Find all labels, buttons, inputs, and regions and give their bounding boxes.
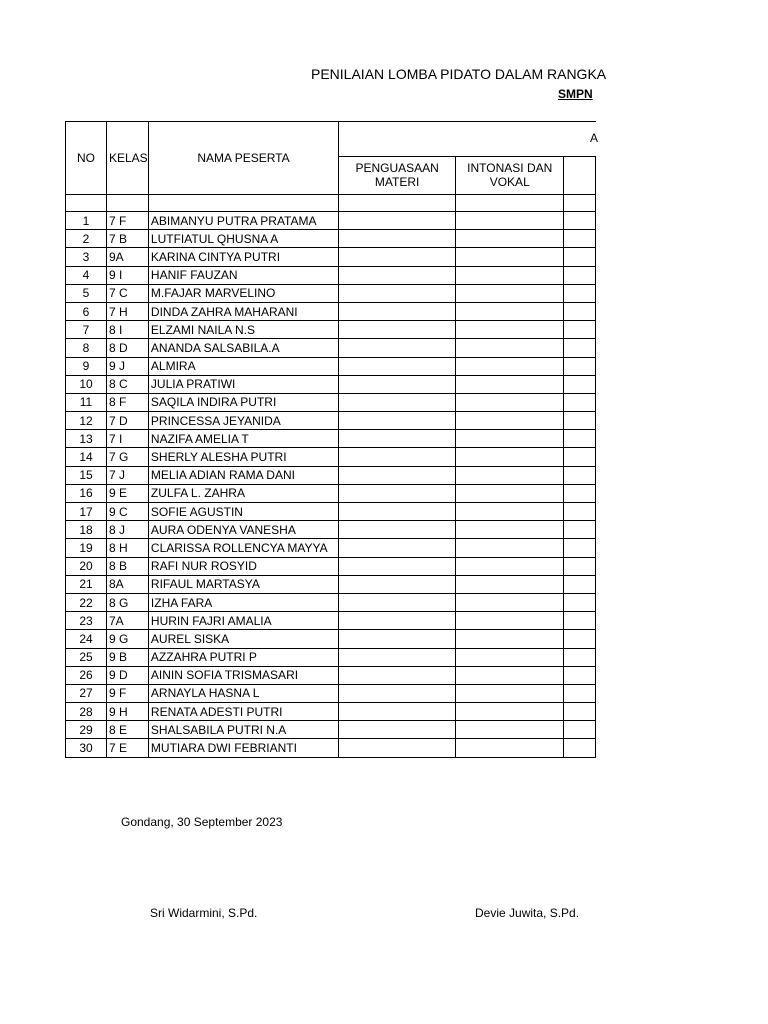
row-kelas: 9 F [107, 684, 149, 702]
row-nama: SHERLY ALESHA PUTRI [148, 448, 338, 466]
score-cell [339, 375, 456, 393]
score-cell [339, 230, 456, 248]
score-cell [456, 612, 564, 630]
row-kelas: 7 B [107, 230, 149, 248]
row-nama: KARINA CINTYA PUTRI [148, 248, 338, 266]
row-kelas: 8 F [107, 393, 149, 411]
score-cell [564, 284, 596, 302]
row-kelas: 7 F [107, 212, 149, 230]
header-no: NO [66, 122, 107, 195]
row-kelas: 9 H [107, 703, 149, 721]
row-nama: PRINCESSA JEYANIDA [148, 412, 338, 430]
row-nama: SOFIE AGUSTIN [148, 503, 338, 521]
score-cell [339, 703, 456, 721]
score-cell [456, 284, 564, 302]
row-no: 13 [66, 430, 107, 448]
blank-cell [148, 195, 338, 212]
score-cell [564, 230, 596, 248]
score-cell [564, 321, 596, 339]
row-kelas: 9 J [107, 357, 149, 375]
row-nama: JULIA PRATIWI [148, 375, 338, 393]
row-kelas: 8 C [107, 375, 149, 393]
row-nama: HURIN FAJRI AMALIA [148, 612, 338, 630]
score-cell [339, 648, 456, 666]
score-cell [564, 521, 596, 539]
row-nama: SHALSABILA PUTRI N.A [148, 721, 338, 739]
score-cell [564, 612, 596, 630]
table-row [66, 248, 596, 266]
row-no: 2 [66, 230, 107, 248]
row-no: 6 [66, 302, 107, 320]
row-no: 11 [66, 393, 107, 411]
score-cell [564, 212, 596, 230]
score-cell [456, 684, 564, 702]
row-nama: AUREL SISKA [148, 630, 338, 648]
row-nama: ABIMANYU PUTRA PRATAMA [148, 212, 338, 230]
table-row [66, 321, 596, 339]
score-cell [564, 248, 596, 266]
score-cell [456, 466, 564, 484]
score-cell [456, 539, 564, 557]
score-cell [564, 375, 596, 393]
table-row [66, 630, 596, 648]
blank-cell [107, 195, 149, 212]
row-nama: CLARISSA ROLLENCYA MAYYA [148, 539, 338, 557]
score-cell [339, 575, 456, 593]
score-cell [564, 630, 596, 648]
row-no: 29 [66, 721, 107, 739]
row-nama: LUTFIATUL QHUSNA A [148, 230, 338, 248]
row-kelas: 7 D [107, 412, 149, 430]
row-no: 23 [66, 612, 107, 630]
row-no: 4 [66, 266, 107, 284]
row-kelas: 7A [107, 612, 149, 630]
document-title: PENILAIAN LOMBA PIDATO DALAM RANGKA [311, 66, 607, 82]
table-row [66, 666, 596, 684]
table-row [66, 539, 596, 557]
blank-cell [66, 195, 107, 212]
score-cell [456, 339, 564, 357]
score-cell [456, 630, 564, 648]
table-row [66, 703, 596, 721]
score-cell [456, 248, 564, 266]
score-cell [339, 630, 456, 648]
score-cell [456, 739, 564, 757]
signatory-2: Devie Juwita, S.Pd. [475, 906, 580, 920]
row-kelas: 8 D [107, 339, 149, 357]
row-no: 22 [66, 593, 107, 611]
score-cell [564, 684, 596, 702]
score-cell [564, 593, 596, 611]
row-nama: SAQILA INDIRA PUTRI [148, 393, 338, 411]
table-row [66, 521, 596, 539]
row-no: 30 [66, 739, 107, 757]
row-no: 3 [66, 248, 107, 266]
score-cell [339, 321, 456, 339]
signatory-1: Sri Widarmini, S.Pd. [150, 906, 258, 920]
score-cell [339, 284, 456, 302]
table-row [66, 484, 596, 502]
row-kelas: 8 E [107, 721, 149, 739]
row-nama: NAZIFA AMELIA T [148, 430, 338, 448]
row-kelas: 7 I [107, 430, 149, 448]
table-row [66, 721, 596, 739]
score-cell [564, 412, 596, 430]
row-kelas: 9A [107, 248, 149, 266]
score-cell [339, 666, 456, 684]
row-kelas: 9 C [107, 503, 149, 521]
table-row [66, 466, 596, 484]
score-cell [456, 721, 564, 739]
score-cell [339, 539, 456, 557]
score-cell [339, 212, 456, 230]
score-cell [456, 393, 564, 411]
row-kelas: 8 J [107, 521, 149, 539]
header-aspect-group-cell [339, 122, 599, 157]
row-nama: ELZAMI NAILA N.S [148, 321, 338, 339]
score-cell [456, 666, 564, 684]
header-criterion-3 [564, 157, 596, 195]
table-row [66, 448, 596, 466]
row-no: 14 [66, 448, 107, 466]
row-no: 10 [66, 375, 107, 393]
score-cell [564, 503, 596, 521]
row-no: 15 [66, 466, 107, 484]
score-cell [339, 484, 456, 502]
table-row [66, 357, 596, 375]
row-nama: ZULFA L. ZAHRA [148, 484, 338, 502]
row-nama: DINDA ZAHRA MAHARANI [148, 302, 338, 320]
table-row [66, 266, 596, 284]
score-cell [339, 448, 456, 466]
score-cell [564, 703, 596, 721]
score-cell [564, 739, 596, 757]
score-cell [339, 430, 456, 448]
score-cell [564, 357, 596, 375]
table-row [66, 739, 596, 757]
row-nama: MUTIARA DWI FEBRIANTI [148, 739, 338, 757]
score-cell [456, 703, 564, 721]
score-cell [339, 466, 456, 484]
score-cell [339, 593, 456, 611]
row-no: 5 [66, 284, 107, 302]
row-no: 20 [66, 557, 107, 575]
row-no: 21 [66, 575, 107, 593]
row-kelas: 7 H [107, 302, 149, 320]
score-cell [456, 230, 564, 248]
score-cell [456, 430, 564, 448]
score-cell [564, 302, 596, 320]
row-no: 9 [66, 357, 107, 375]
table-row [66, 575, 596, 593]
table-row [66, 593, 596, 611]
row-kelas: 9 E [107, 484, 149, 502]
row-no: 25 [66, 648, 107, 666]
score-cell [339, 412, 456, 430]
score-cell [456, 448, 564, 466]
score-cell [564, 430, 596, 448]
row-nama: MELIA ADIAN RAMA DANI [148, 466, 338, 484]
score-cell [339, 339, 456, 357]
row-nama: M.FAJAR MARVELINO [148, 284, 338, 302]
row-no: 28 [66, 703, 107, 721]
score-cell [456, 648, 564, 666]
score-cell [456, 357, 564, 375]
score-cell [564, 266, 596, 284]
score-cell [339, 684, 456, 702]
aspect-group-header: A [590, 131, 599, 145]
score-cell [456, 575, 564, 593]
score-cell [456, 521, 564, 539]
score-cell [564, 648, 596, 666]
row-nama: AININ SOFIA TRISMASARI [148, 666, 338, 684]
score-cell [456, 375, 564, 393]
table-row [66, 430, 596, 448]
table-row [66, 684, 596, 702]
score-cell [339, 721, 456, 739]
table-row [66, 230, 596, 248]
score-cell [456, 212, 564, 230]
row-kelas: 9 D [107, 666, 149, 684]
blank-cell [564, 195, 596, 212]
row-no: 17 [66, 503, 107, 521]
row-kelas: 7 J [107, 466, 149, 484]
table-row [66, 393, 596, 411]
row-nama: ANANDA SALSABILA.A [148, 339, 338, 357]
row-kelas: 7 G [107, 448, 149, 466]
scoring-table [65, 121, 599, 758]
row-no: 26 [66, 666, 107, 684]
row-nama: RAFI NUR ROSYID [148, 557, 338, 575]
score-cell [564, 721, 596, 739]
score-cell [339, 503, 456, 521]
row-no: 1 [66, 212, 107, 230]
row-nama: IZHA FARA [148, 593, 338, 611]
score-cell [564, 339, 596, 357]
row-kelas: 7 C [107, 284, 149, 302]
table-row [66, 648, 596, 666]
score-cell [339, 302, 456, 320]
header-nama: NAMA PESERTA [148, 122, 338, 195]
row-no: 27 [66, 684, 107, 702]
table-row [66, 503, 596, 521]
score-cell [456, 412, 564, 430]
row-no: 19 [66, 539, 107, 557]
score-cell [339, 557, 456, 575]
score-cell [456, 302, 564, 320]
school-name: SMPN [558, 87, 593, 101]
row-kelas: 8 G [107, 593, 149, 611]
score-cell [564, 575, 596, 593]
score-cell [456, 593, 564, 611]
row-no: 24 [66, 630, 107, 648]
row-kelas: 8A [107, 575, 149, 593]
row-kelas: 7 E [107, 739, 149, 757]
row-nama: ARNAYLA HASNA L [148, 684, 338, 702]
row-nama: AURA ODENYA VANESHA [148, 521, 338, 539]
row-kelas: 8 H [107, 539, 149, 557]
score-cell [339, 266, 456, 284]
row-no: 12 [66, 412, 107, 430]
row-kelas: 8 I [107, 321, 149, 339]
table-row [66, 375, 596, 393]
score-cell [564, 484, 596, 502]
score-cell [339, 739, 456, 757]
score-cell [456, 266, 564, 284]
score-cell [456, 321, 564, 339]
score-cell [456, 484, 564, 502]
score-cell [339, 248, 456, 266]
score-cell [339, 357, 456, 375]
row-kelas: 9 G [107, 630, 149, 648]
table-row [66, 284, 596, 302]
score-cell [456, 503, 564, 521]
header-criterion-2: INTONASI DAN VOKAL [456, 157, 564, 195]
score-cell [339, 612, 456, 630]
row-no: 7 [66, 321, 107, 339]
row-kelas: 9 I [107, 266, 149, 284]
table-row [66, 612, 596, 630]
score-cell [564, 557, 596, 575]
row-no: 16 [66, 484, 107, 502]
header-kelas: KELAS [107, 122, 149, 195]
score-cell [564, 666, 596, 684]
table-row [66, 302, 596, 320]
score-cell [564, 466, 596, 484]
row-no: 18 [66, 521, 107, 539]
row-nama: HANIF FAUZAN [148, 266, 338, 284]
header-criterion-1: PENGUASAAN MATERI [339, 157, 456, 195]
score-cell [339, 393, 456, 411]
table-row [66, 412, 596, 430]
row-kelas: 8 B [107, 557, 149, 575]
score-cell [564, 539, 596, 557]
blank-cell [456, 195, 564, 212]
table-row [66, 557, 596, 575]
table-row [66, 212, 596, 230]
score-cell [339, 521, 456, 539]
row-kelas: 9 B [107, 648, 149, 666]
place-date: Gondang, 30 September 2023 [121, 815, 283, 829]
score-cell [564, 393, 596, 411]
score-cell [564, 448, 596, 466]
row-no: 8 [66, 339, 107, 357]
row-nama: RENATA ADESTI PUTRI [148, 703, 338, 721]
row-nama: ALMIRA [148, 357, 338, 375]
row-nama: AZZAHRA PUTRI P [148, 648, 338, 666]
row-nama: RIFAUL MARTASYA [148, 575, 338, 593]
table-row [66, 339, 596, 357]
score-cell [456, 557, 564, 575]
blank-cell [339, 195, 456, 212]
